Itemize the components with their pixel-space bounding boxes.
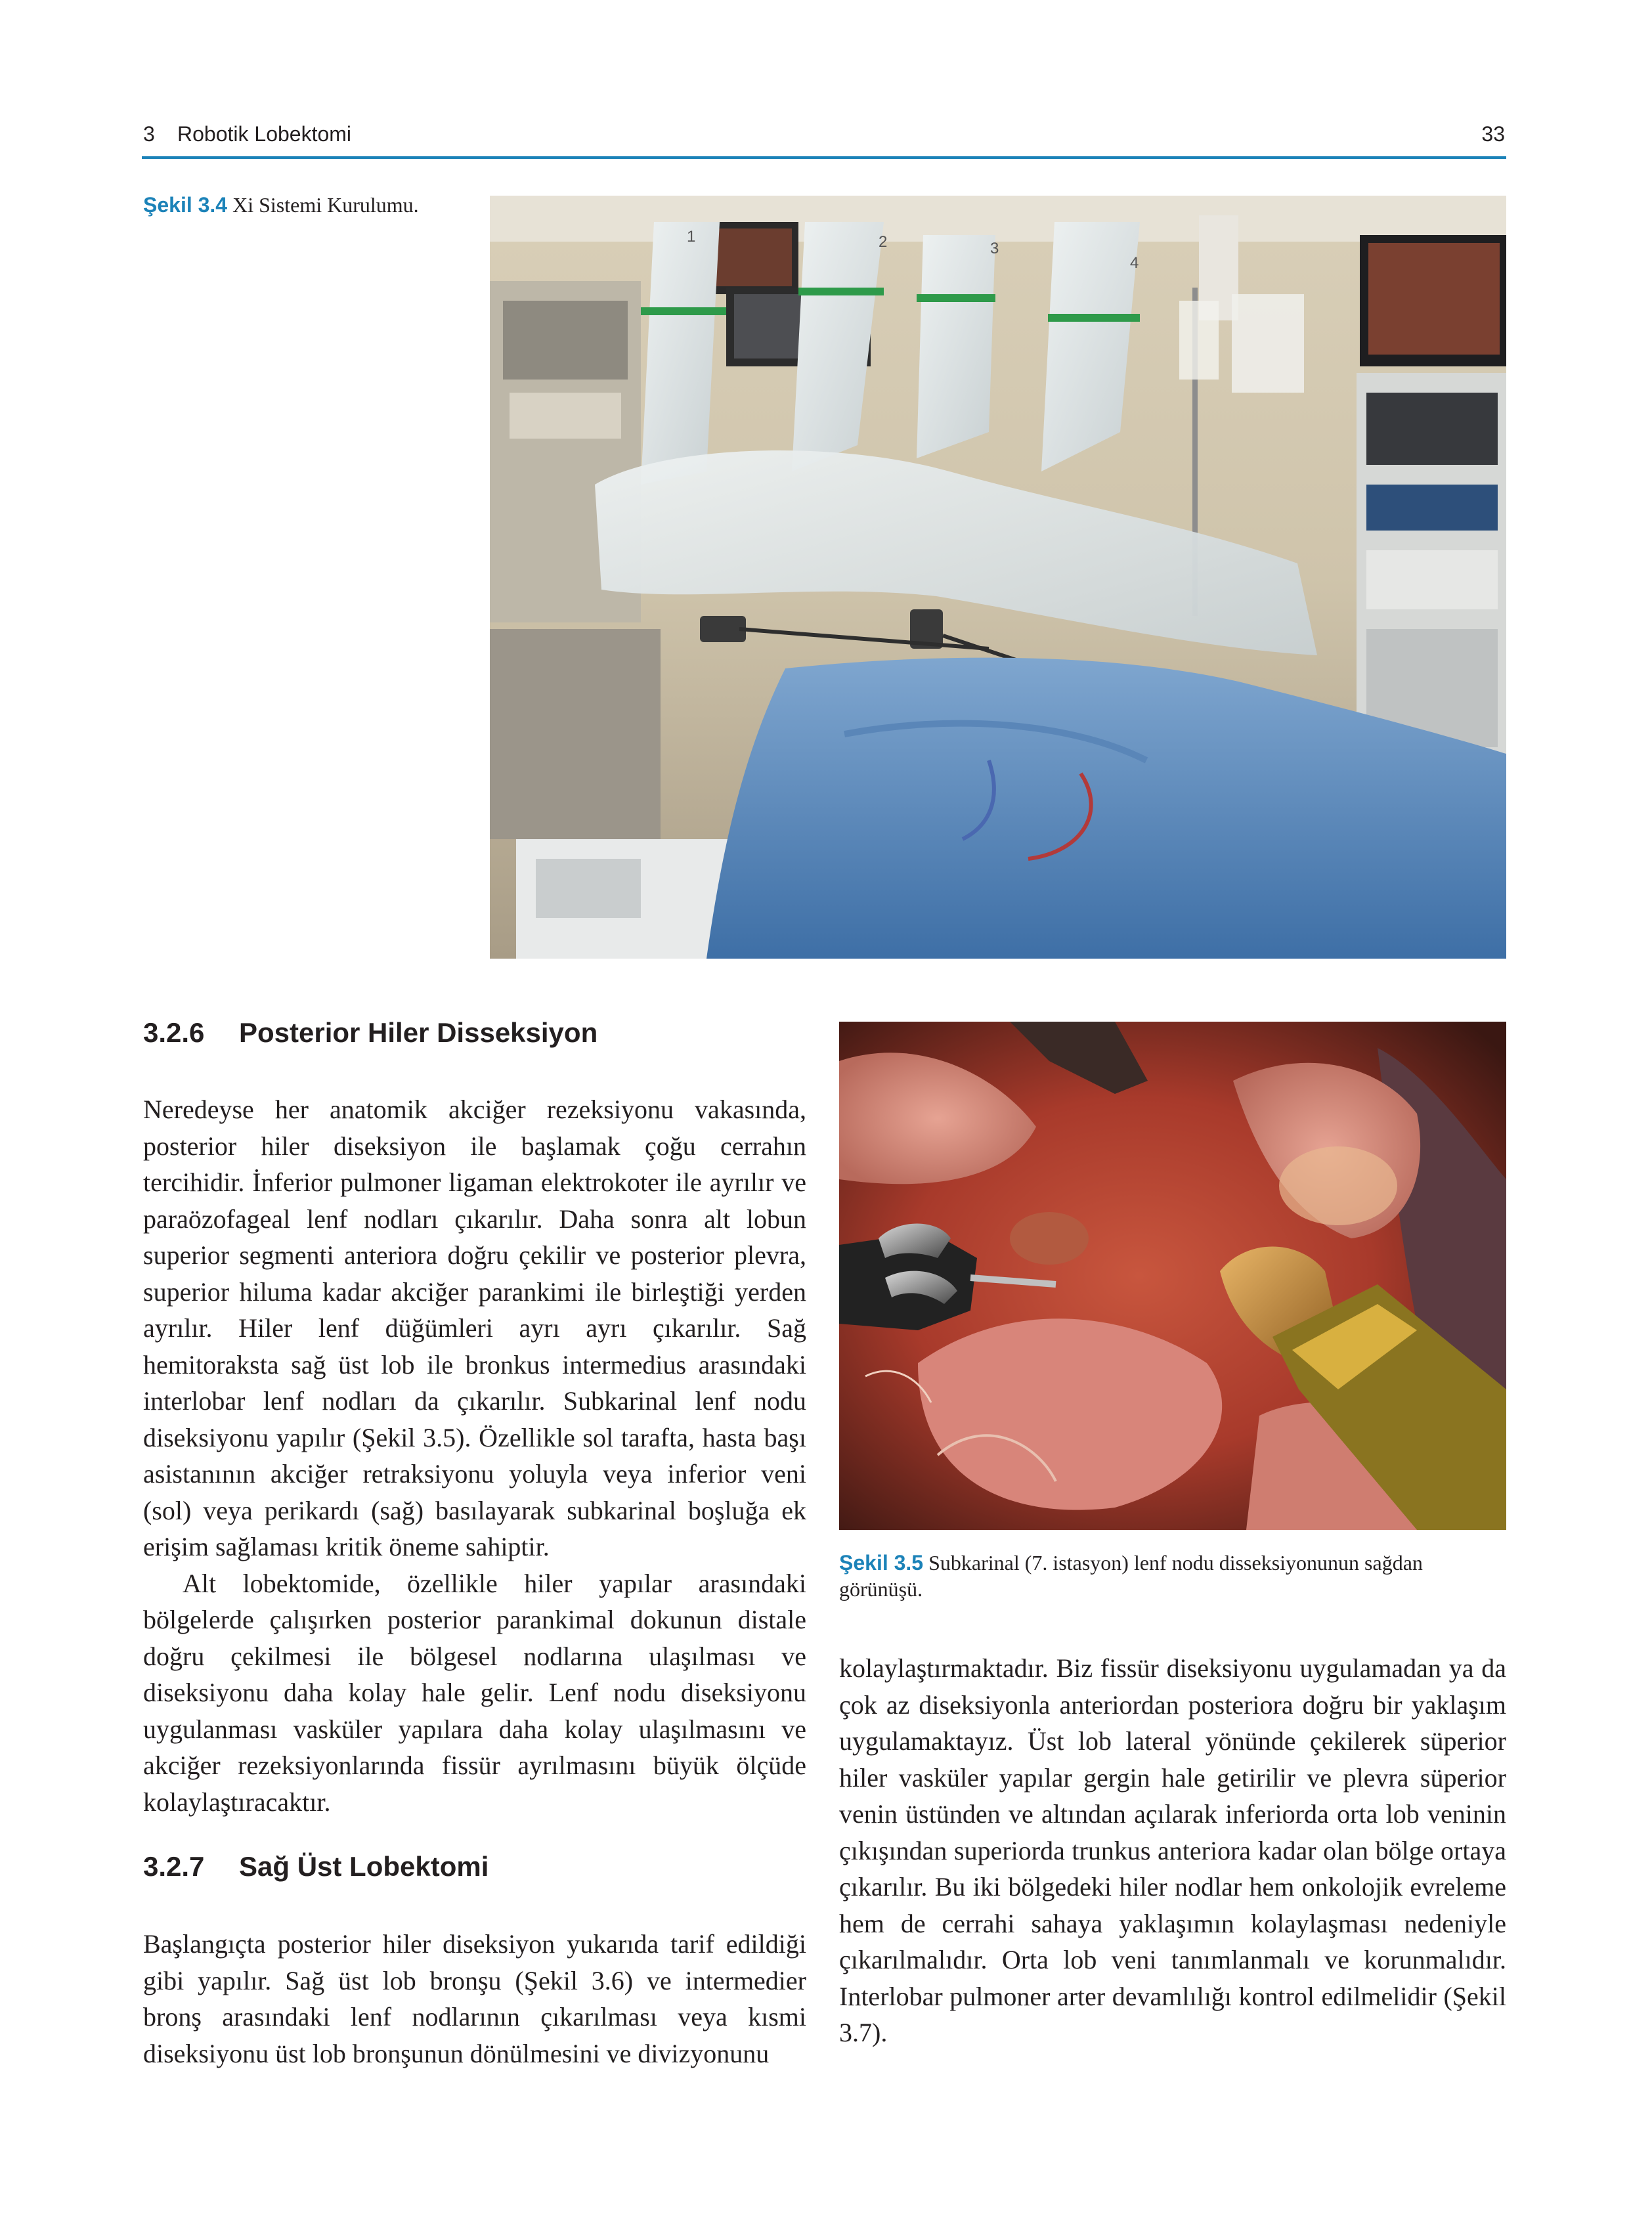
section-3-2-7-body [143,1926,806,2072]
section-3-2-6-paragraph-1: Neredeyse her anatomik akciğer rezeksiyonu vakasında, posterior hiler diseksiyon ile başlamak çoğu cerrahın tercihidir. İnferior pulmoner ligaman elektrokoter ile ayrılır ve paraözofageal lenf nodları çıkarılır. Daha sonra alt lobun superior segmenti anteriora doğru çekilir ve posterior plevra, superior hiluma kadar akciğer parankimi ile birleştiği yerden ayrılır. Hiler lenf düğümleri ayrı ayrı çıkarılır. Sağ hemitoraksta sağ üst lob ile bronkus intermedius arasındaki interlobar lenf nodları da çıkarılır. Subkarinal lenf nodu diseksiyonu yapılır (Şekil 3.5). Özellikle sol tarafta, hasta başı asistanının akciğer retraksiyonu yoluyla veya inferior veni (sol) veya perikardı (sağ) basılayarak subkarinal boşluğa ek erişim sağlaması kritik öneme sahiptir. [143,1095,806,1561]
section-3-2-7-number: 3.2.7 [143,1851,205,1882]
figure-3-4-caption [143,192,432,218]
chapter-title: Robotik Lobektomi [177,122,352,146]
figure-3-4-label: Şekil 3.4 [143,193,228,217]
running-head [143,117,1505,151]
arm-number-1: 1 [687,228,696,246]
header-rule [142,156,1506,159]
section-3-2-6-heading [143,1014,598,1051]
section-3-2-7-heading [143,1848,489,1885]
section-3-2-7-title: Sağ Üst Lobektomi [239,1851,489,1882]
figure-3-4-caption-text: Xi Sistemi Kurulumu. [232,193,419,217]
arm-number-2: 2 [879,233,888,251]
section-3-2-7-paragraph: Başlangıçta posterior hiler diseksiyon yukarıda tarif edildiği gibi yapılır. Sağ üst lob bronşu (Şekil 3.6) ve intermedier bronş arasındaki lenf nodlarının çıkarılması veya kısmi diseksiyonu üst lob bronşunun dönülmesini ve divizyonunu [143,1929,806,2068]
arm-number-4: 4 [1130,254,1139,272]
figure-3-5-label: Şekil 3.5 [839,1551,924,1575]
page-number: 33 [1481,122,1505,146]
section-3-2-6-number: 3.2.6 [143,1017,205,1048]
right-column-paragraph: kolaylaştırmaktadır. Biz fissür diseksiyonu uygulamadan ya da çok az diseksiyonla anteriordan posteriora doğru bir yaklaşım uygulamaktayız. Üst lob lateral yönünde çekilerek süperior hiler vasküler yapılar gergin hale getirilir ve plevra süperior venin üstünden ve altından açılarak inferiorda orta lob veninin çıkışından superiorda trunkus anteriora kadar olan bölge ortaya çıkarılır. Bu iki bölgedeki hiler nodlar hem onkolojik evreleme hem de cerrahi sahaya yaklaşımın kolaylaşması nedeniyle çıkarılmalıdır. Orta lob veni tanımlanmalı ve korunmalıdır. Interlobar pulmoner arter devamlılığı kontrol edilmelidir (Şekil 3.7). [839,1653,1506,2047]
figure-3-5-photo [839,1022,1506,1530]
figure-3-4-photo [490,196,1506,959]
arm-number-3: 3 [990,240,999,257]
figure-3-5-caption [839,1550,1506,1602]
figure-3-5-caption-text: Subkarinal (7. istasyon) lenf nodu disseksiyonunun sağdan görünüşü. [839,1551,1423,1601]
section-3-2-6-body [143,1091,806,1820]
chapter-number: 3 [143,122,155,146]
section-3-2-6-title: Posterior Hiler Disseksiyon [239,1017,598,1048]
right-column-body [839,1650,1506,2051]
section-3-2-6-paragraph-2: Alt lobektomide, özellikle hiler yapılar arasındaki bölgelerde çalışırken posterior parankimal dokunun distale doğru çekilmesi ile bölgesel nodlarına ulaşılması ve diseksiyonu daha kolay hale gelir. Lenf nodu diseksiyonu uygulanması vasküler yapılara daha kolay ulaşılmasını ve akciğer rezeksiyonlarında fissür ayrılmasını büyük ölçüde kolaylaştıracaktır. [143,1568,806,1817]
